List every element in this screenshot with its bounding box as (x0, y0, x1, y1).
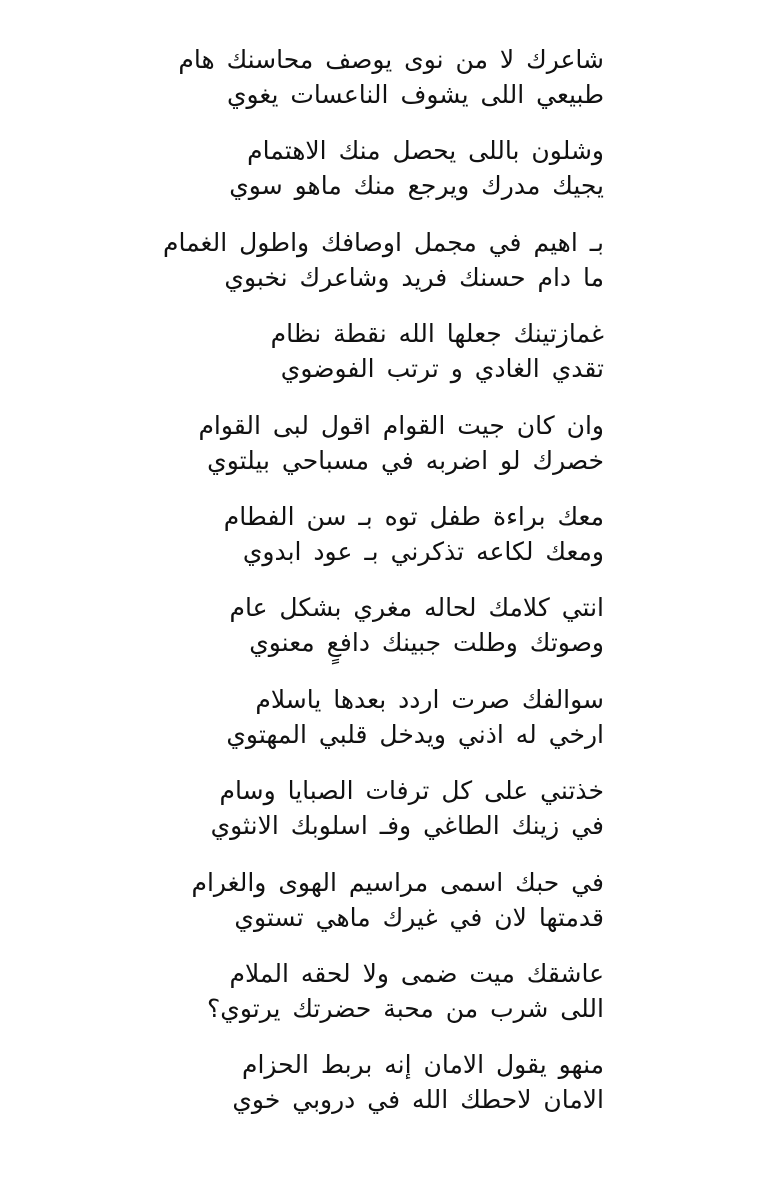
stanza-12 (164, 1047, 604, 1138)
stanza-1 (164, 42, 604, 133)
verse-line: ومعك لكاعه تذكرني بـ عود ابدوي (242, 536, 604, 566)
verse-line: طبيعي اللى يشوف الناعسات يغوي (226, 80, 604, 109)
stanza-5 (164, 408, 604, 499)
stanza-7 (164, 590, 604, 681)
verse-line: انتي كلامك لحاله مغري بشكل عام (229, 593, 604, 623)
verse-line: خذتني على كل ترفات الصبايا وسام (219, 776, 604, 806)
verse-line: خصرك لو اضربه في مسباحي بيلتوي (207, 445, 604, 475)
poem-text (164, 42, 604, 1139)
stanza-8 (164, 682, 604, 773)
stanza-4 (164, 316, 604, 407)
stanza-11 (164, 956, 604, 1047)
stanza-3 (164, 225, 604, 316)
stanza-2 (164, 133, 604, 224)
stanza-10 (164, 865, 604, 956)
verse-line: وشلون باللى يحصل منك الاهتمام (247, 136, 604, 166)
verse-line: الامان لاحطك الله في دروبي خوي (232, 1085, 604, 1115)
verse-line: معك براءة طفل توه بـ سن الفطام (223, 501, 604, 531)
verse-line: ما دام حسنك فريد وشاعرك نخبوي (224, 262, 604, 292)
stanza-9 (164, 773, 604, 864)
verse-line: في زينك الطاغي وفـ اسلوبك الانثوي (210, 811, 604, 841)
verse-line: منهو يقول الامان إنه بربط الحزام (241, 1050, 604, 1080)
verse-line: ارخي له اذني ويدخل قلبي المهتوي (226, 719, 604, 749)
verse-line: وصوتك وطلت جبينك دافعٍ معنوي (249, 628, 604, 658)
verse-line: في حبك اسمى مراسيم الهوى والغرام (191, 867, 604, 897)
stanza-6 (164, 499, 604, 590)
verse-line: يجيك مدرك ويرجع منك ماهو سوي (229, 171, 604, 201)
verse-line: تقدي الغادي و ترتب الفوضوي (280, 354, 604, 384)
verse-line: وان كان جيت القوام اقول لبى القوام (198, 410, 604, 440)
verse-line: غمازتينك جعلها الله نقطة نظام (270, 319, 604, 349)
verse-line: قدمتها لان في غيرك ماهي تستوي (234, 902, 604, 932)
verse-line: شاعرك لا من نوى يوصف محاسنك هام (178, 45, 604, 74)
verse-line: سوالفك صرت اردد بعدها ياسلام (255, 684, 604, 714)
verse-line: عاشقك ميت ضمى ولا لحقه الملام (229, 958, 604, 988)
verse-line: اللى شرب من محبة حضرتك يرتوي؟ (206, 993, 604, 1023)
verse-line: بـ اهيم في مجمل اوصافك واطول الغمام (162, 227, 604, 257)
